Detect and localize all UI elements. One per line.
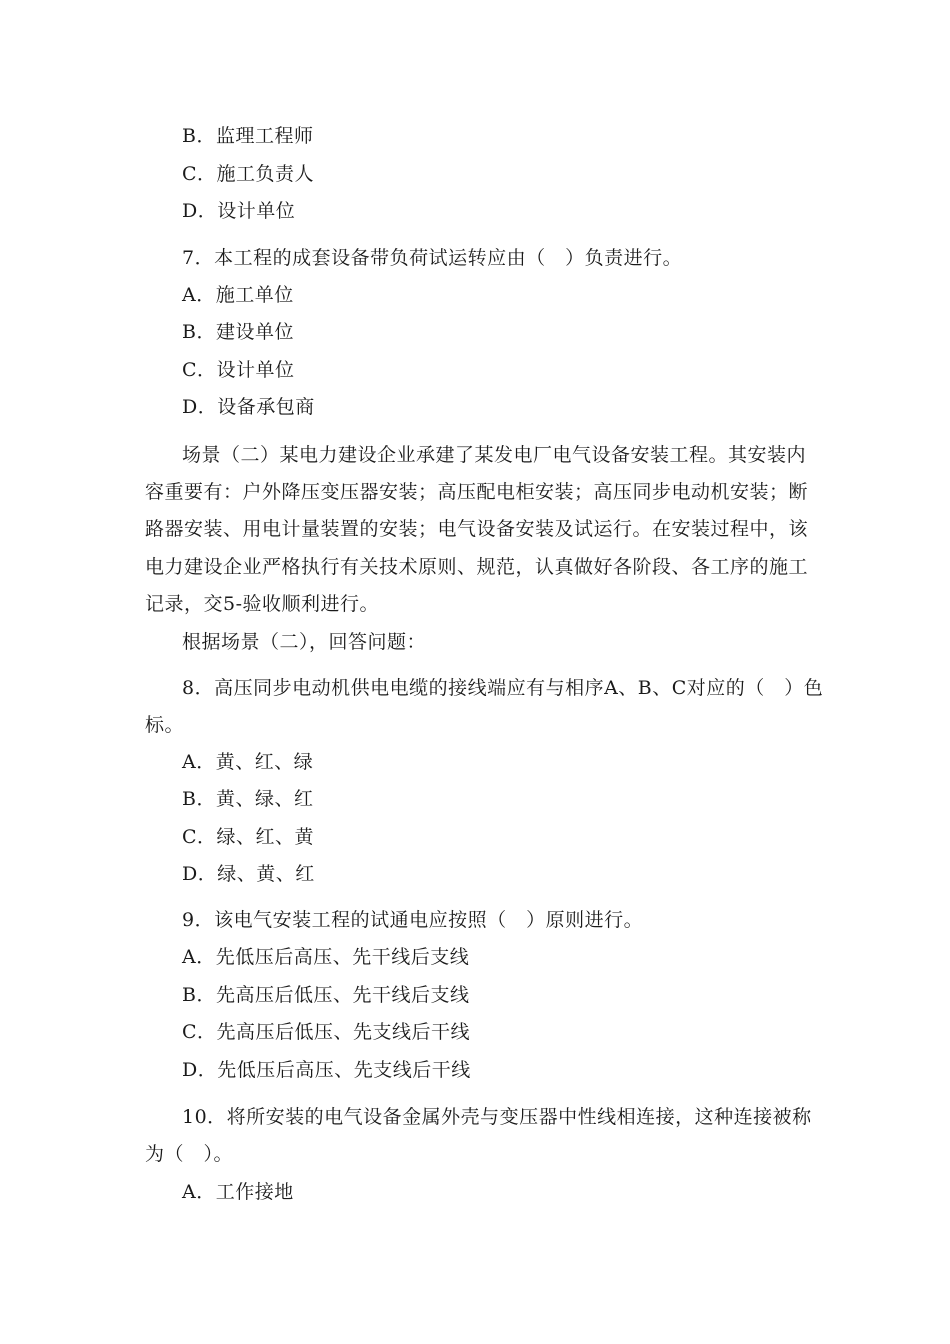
scenario2-line-1: 场景（二）某电力建设企业承建了某发电厂电气设备安装工程。其安装内 <box>182 444 807 466</box>
q6-option-d: D．设计单位 <box>182 200 296 222</box>
q6-option-b: B．监理工程师 <box>182 125 314 147</box>
q6-option-c: C．施工负责人 <box>182 163 315 185</box>
q9-option-b: B．先高压后低压、先干线后支线 <box>182 984 470 1006</box>
q8-option-c: C．绿、红、黄 <box>182 826 315 848</box>
q8-option-a: A．黄、红、绿 <box>182 751 314 773</box>
q7-option-c: C．设计单位 <box>182 359 295 381</box>
q7-option-b: B．建设单位 <box>182 321 294 343</box>
scenario2-prompt: 根据场景（二），回答问题： <box>182 631 427 653</box>
q7-option-a: A．施工单位 <box>182 284 294 306</box>
q7-stem: 7．本工程的成套设备带负荷试运转应由（ ）负责进行。 <box>182 247 683 269</box>
q8-stem-line-1: 8．高压同步电动机供电电缆的接线端应有与相序A、B、C对应的（ ）色 <box>182 677 824 699</box>
q10-stem-line-2: 为（ ）。 <box>145 1143 234 1165</box>
q7-option-d: D．设备承包商 <box>182 396 315 418</box>
q8-stem-line-2: 标。 <box>145 714 185 736</box>
q9-option-a: A．先低压后高压、先干线后支线 <box>182 946 470 968</box>
q9-stem: 9．该电气安装工程的试通电应按照（ ）原则进行。 <box>182 909 644 931</box>
q8-option-d: D．绿、黄、红 <box>182 863 315 885</box>
scenario2-line-3: 路器安装、用电计量装置的安装；电气设备安装及试运行。在安装过程中，该 <box>145 518 809 540</box>
q10-option-a: A．工作接地 <box>182 1181 294 1203</box>
q8-option-b: B．黄、绿、红 <box>182 788 314 810</box>
q10-stem-line-1: 10．将所安装的电气设备金属外壳与变压器中性线相连接，这种连接被称 <box>182 1106 812 1128</box>
q9-option-d: D．先低压后高压、先支线后干线 <box>182 1059 471 1081</box>
q9-option-c: C．先高压后低压、先支线后干线 <box>182 1021 471 1043</box>
scenario2-line-4: 电力建设企业严格执行有关技术原则、规范，认真做好各阶段、各工序的施工 <box>145 556 809 578</box>
scenario2-line-5: 记录，交5-验收顺利进行。 <box>145 593 380 615</box>
scenario2-line-2: 容重要有：户外降压变压器安装；高压配电柜安装；高压同步电动机安装；断 <box>145 481 809 503</box>
